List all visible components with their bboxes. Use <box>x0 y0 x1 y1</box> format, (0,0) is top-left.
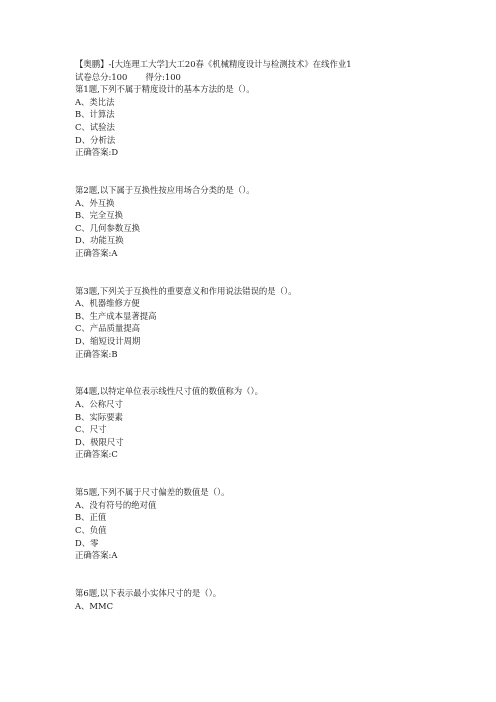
question-1 <box>75 83 475 159</box>
total-score: 试卷总分:100 <box>75 71 128 82</box>
option-d: D、缩短设计周期 <box>75 336 141 347</box>
question-stem: 第6题,以下表示最小实体尺寸的是（）。 <box>75 587 222 598</box>
question-6 <box>75 587 475 612</box>
correct-answer: 正确答案:A <box>75 550 118 561</box>
option-c: C、产品质量提高 <box>75 323 141 334</box>
correct-answer: 正确答案:A <box>75 247 118 258</box>
option-c: C、尺寸 <box>75 424 107 435</box>
option-b: B、正值 <box>75 512 107 523</box>
document-page <box>75 58 475 612</box>
option-b: B、计算法 <box>75 109 115 120</box>
option-d: D、零 <box>75 537 99 548</box>
score-row <box>75 71 475 84</box>
option-b: B、实际要素 <box>75 411 124 422</box>
option-d: D、极限尺寸 <box>75 436 124 447</box>
option-a: A、公称尺寸 <box>75 399 123 410</box>
option-a: A、机器维修方便 <box>75 298 140 309</box>
obtained-score: 得分:100 <box>145 71 181 82</box>
document-title: 【奥鹏】-[大连理工大学]大工20春《机械精度设计与检测技术》在线作业1 <box>75 59 352 69</box>
question-2 <box>75 184 475 260</box>
correct-answer: 正确答案:B <box>75 348 118 359</box>
correct-answer: 正确答案:C <box>75 449 118 460</box>
question-5 <box>75 486 475 562</box>
option-d: D、功能互换 <box>75 235 124 246</box>
question-stem: 第3题,下列关于互换性的重要意义和作用说法错误的是（）。 <box>75 285 297 296</box>
option-a: A、MMC <box>75 600 113 611</box>
correct-answer: 正确答案:D <box>75 147 119 158</box>
option-c: C、负值 <box>75 524 107 535</box>
question-stem: 第5题,下列不属于尺寸偏差的数值是（）。 <box>75 487 230 498</box>
option-a: A、类比法 <box>75 96 115 107</box>
option-d: D、分析法 <box>75 134 116 145</box>
option-a: A、外互换 <box>75 197 115 208</box>
option-b: B、完全互换 <box>75 210 124 221</box>
question-4 <box>75 385 475 461</box>
question-stem: 第2题,以下属于互换性按应用场合分类的是（）。 <box>75 184 255 195</box>
option-c: C、试验法 <box>75 121 115 132</box>
option-a: A、没有符号的绝对值 <box>75 499 157 510</box>
question-stem: 第1题,下列不属于精度设计的基本方法的是（）。 <box>75 84 255 95</box>
question-stem: 第4题,以特定单位表示线性尺寸值的数值称为（）。 <box>75 386 264 397</box>
question-3 <box>75 285 475 361</box>
option-c: C、几何参数互换 <box>75 222 141 233</box>
option-b: B、生产成本显著提高 <box>75 310 157 321</box>
